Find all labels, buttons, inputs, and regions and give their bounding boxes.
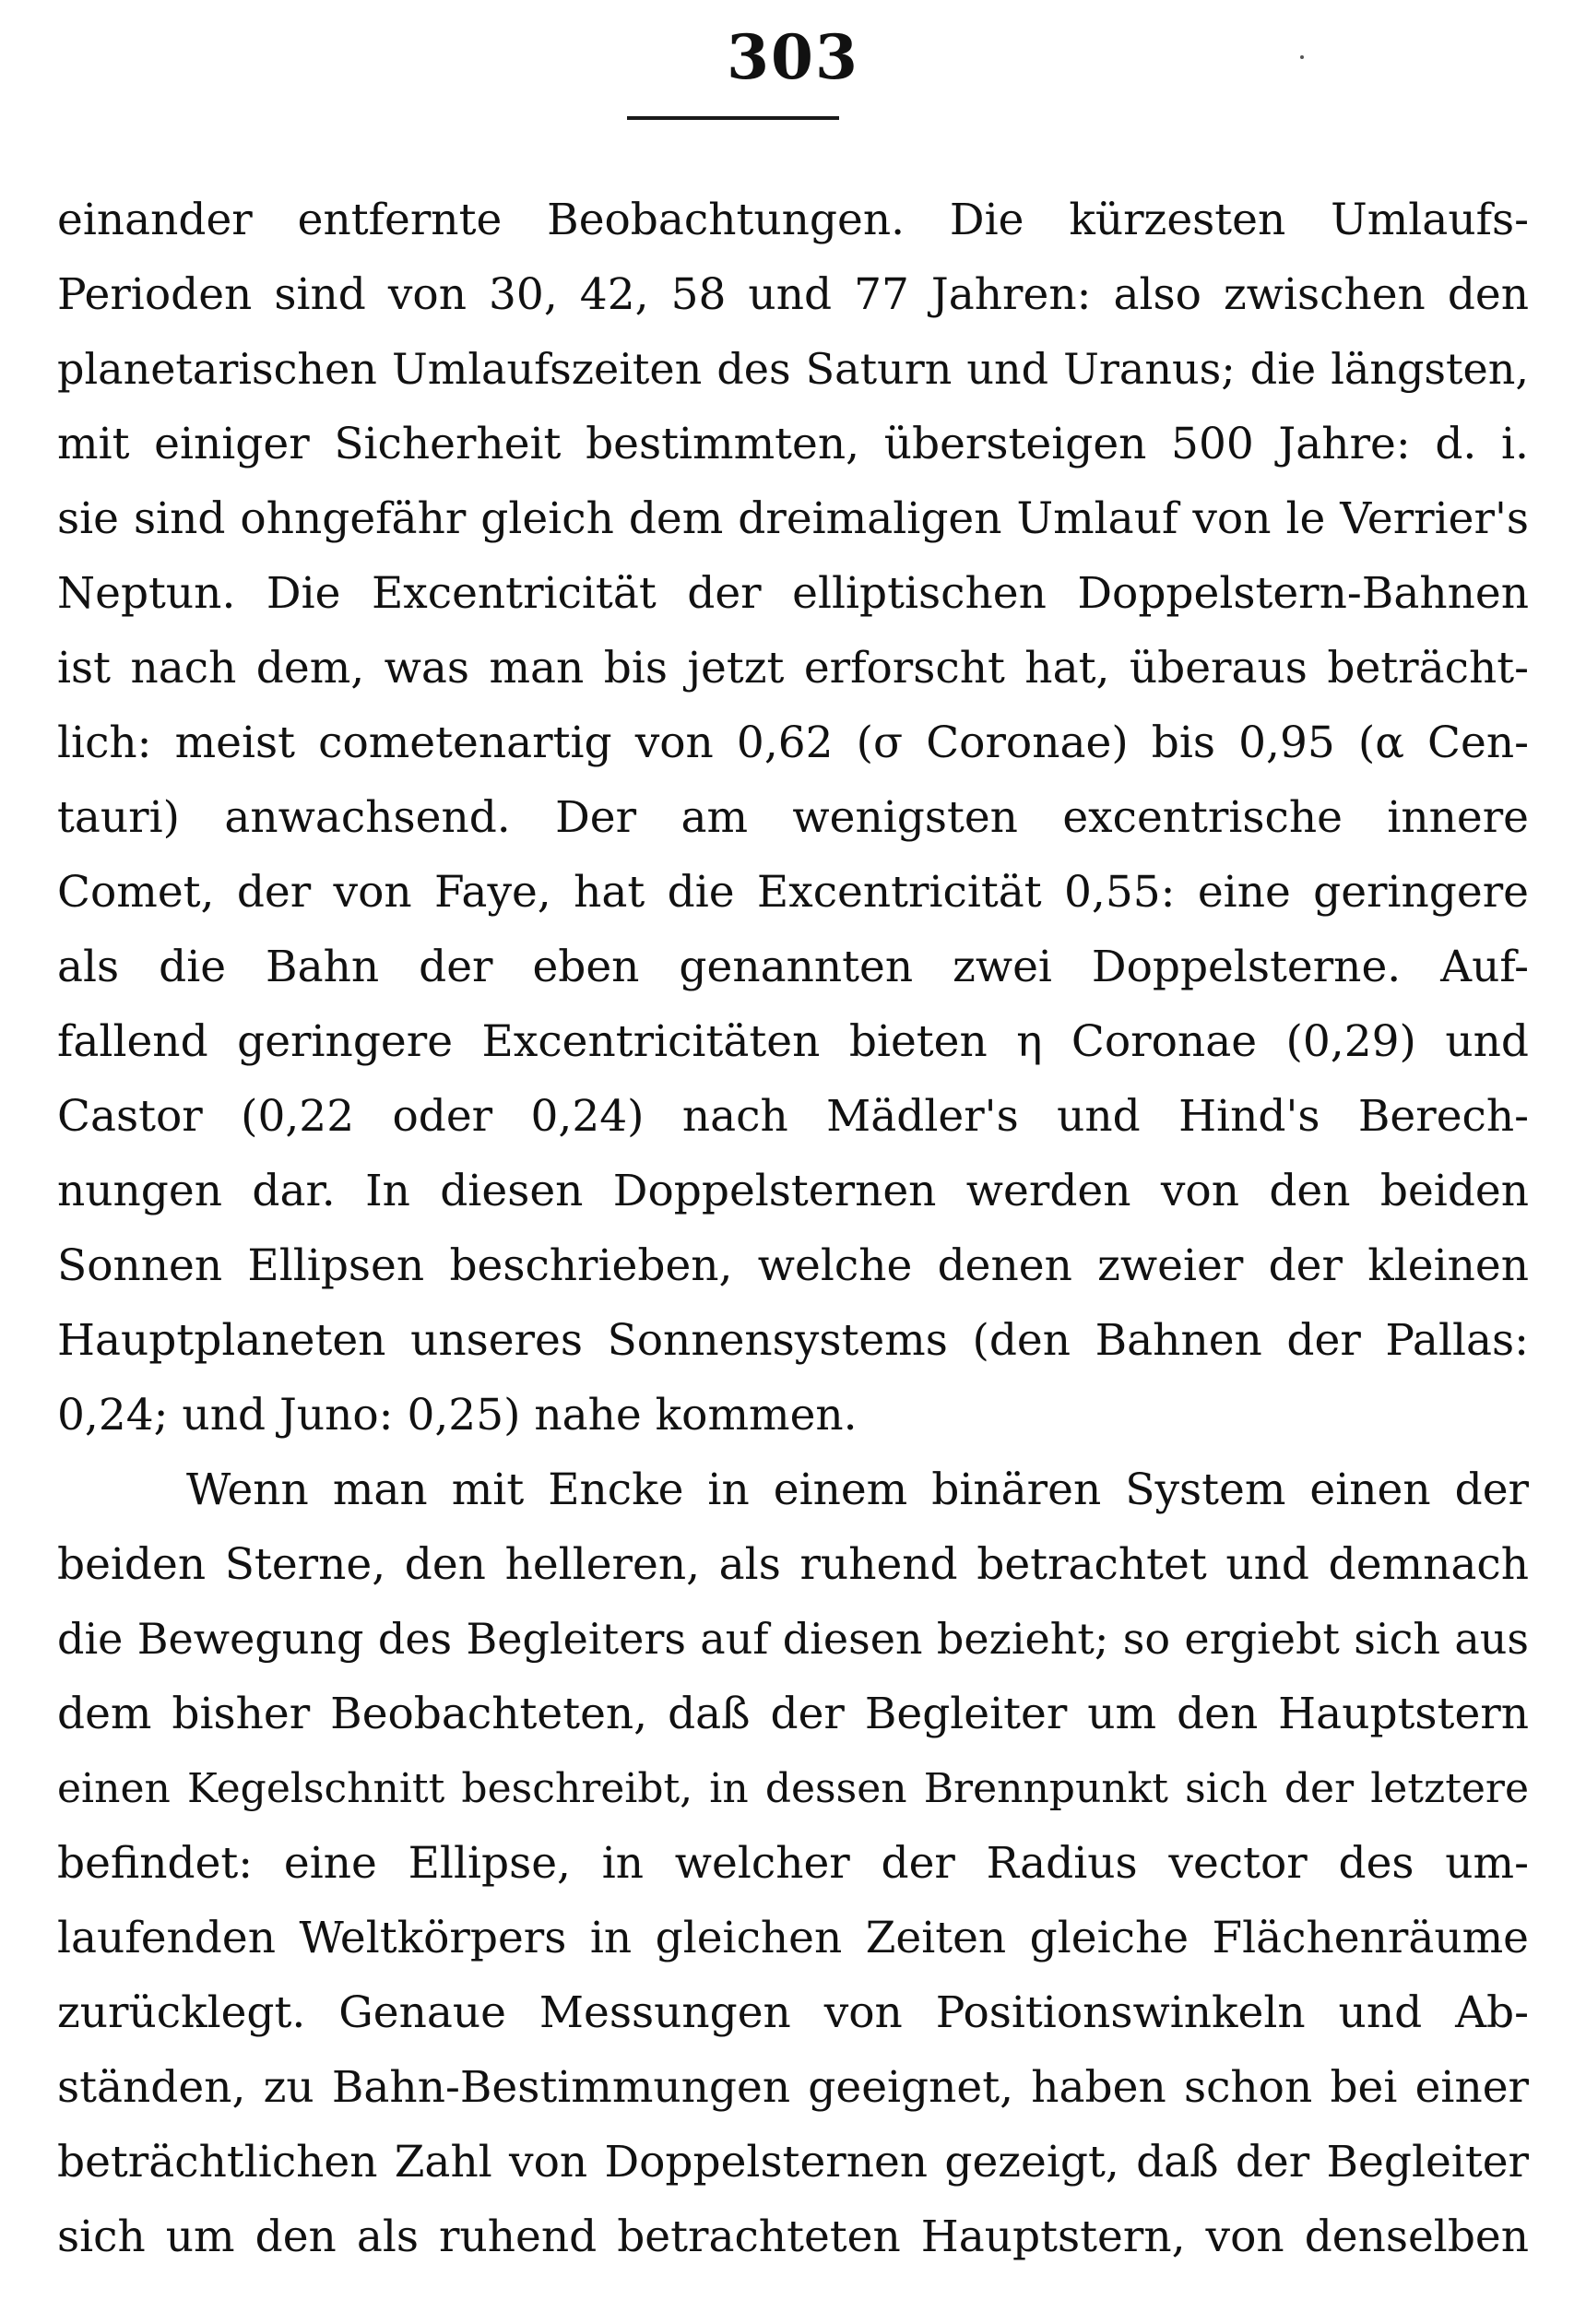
text-line: Perioden sind von 30, 42, 58 und 77 Jahren: also zwischen den (57, 269, 1529, 320)
text-line: Castor (0,22 oder 0,24) nach Mädler's und Hind's Berech- (57, 1091, 1529, 1142)
header-rule (627, 116, 839, 120)
text-line: sich um den als ruhend betrachteten Hauptstern, von denselben (57, 2211, 1529, 2262)
text-line: beträchtlichen Zahl von Doppelsternen gezeigt, daß der Begleiter (57, 2137, 1529, 2188)
text-line: Hauptplaneten unseres Sonnensystems (den Bahnen der Pallas: (57, 1315, 1529, 1366)
text-line: die Bewegung des Begleiters auf diesen bezieht; so ergiebt sich aus (57, 1614, 1529, 1664)
text-line: Neptun. Die Excentricität der elliptischen Doppelstern-Bahnen (57, 568, 1529, 619)
text-line: tauri) anwachsend. Der am wenigsten excentrische innere (57, 792, 1529, 843)
text-line: nungen dar. In diesen Doppelsternen werden von den beiden (57, 1166, 1529, 1216)
text-line: planetarischen Umlaufszeiten des Saturn und Uranus; die längsten, (57, 344, 1529, 394)
page-number: 303 (727, 21, 859, 93)
text-line: fallend geringere Excentricitäten bieten η Coronae (0,29) und (57, 1016, 1529, 1067)
text-line: befindet: eine Ellipse, in welcher der Radius vector des um- (57, 1838, 1529, 1889)
paragraph-start-line: Wenn man mit Encke in einem binären System einen der (186, 1464, 1529, 1515)
text-line: dem bisher Beobachteten, daß der Begleiter um den Hauptstern (57, 1689, 1529, 1739)
paper-speck (1300, 55, 1304, 59)
text-line: einander entfernte Beobachtungen. Die kürzesten Umlaufs- (57, 195, 1529, 245)
body-text (57, 183, 1529, 2274)
paragraph-end-line: 0,24; und Juno: 0,25) nahe kommen. (57, 1390, 858, 1441)
text-line: lich: meist cometenartig von 0,62 (σ Coronae) bis 0,95 (α Cen- (57, 717, 1529, 768)
text-line: ist nach dem, was man bis jetzt erforscht hat, überaus beträcht- (57, 643, 1529, 694)
text-line: einen Kegelschnitt beschreibt, in dessen Brennpunkt sich der letztere (57, 1765, 1529, 1812)
text-line: ständen, zu Bahn-Bestimmungen geeignet, haben schon bei einer (57, 2062, 1529, 2113)
text-line: Sonnen Ellipsen beschrieben, welche denen zweier der kleinen (57, 1240, 1529, 1291)
text-line: Comet, der von Faye, hat die Excentricität 0,55: eine geringere (57, 867, 1529, 918)
text-line: sie sind ohngefähr gleich dem dreimaligen Umlauf von le Verrier's (57, 493, 1529, 544)
text-line: zurücklegt. Genaue Messungen von Positionswinkeln und Ab- (57, 1987, 1529, 2038)
text-line: als die Bahn der eben genannten zwei Doppelsterne. Auf- (57, 942, 1529, 992)
text-line: beiden Sterne, den helleren, als ruhend betrachtet und demnach (57, 1539, 1529, 1590)
text-line: mit einiger Sicherheit bestimmten, übersteigen 500 Jahre: d. i. (57, 419, 1529, 469)
text-line: laufenden Weltkörpers in gleichen Zeiten gleiche Flächenräume (57, 1913, 1529, 1963)
